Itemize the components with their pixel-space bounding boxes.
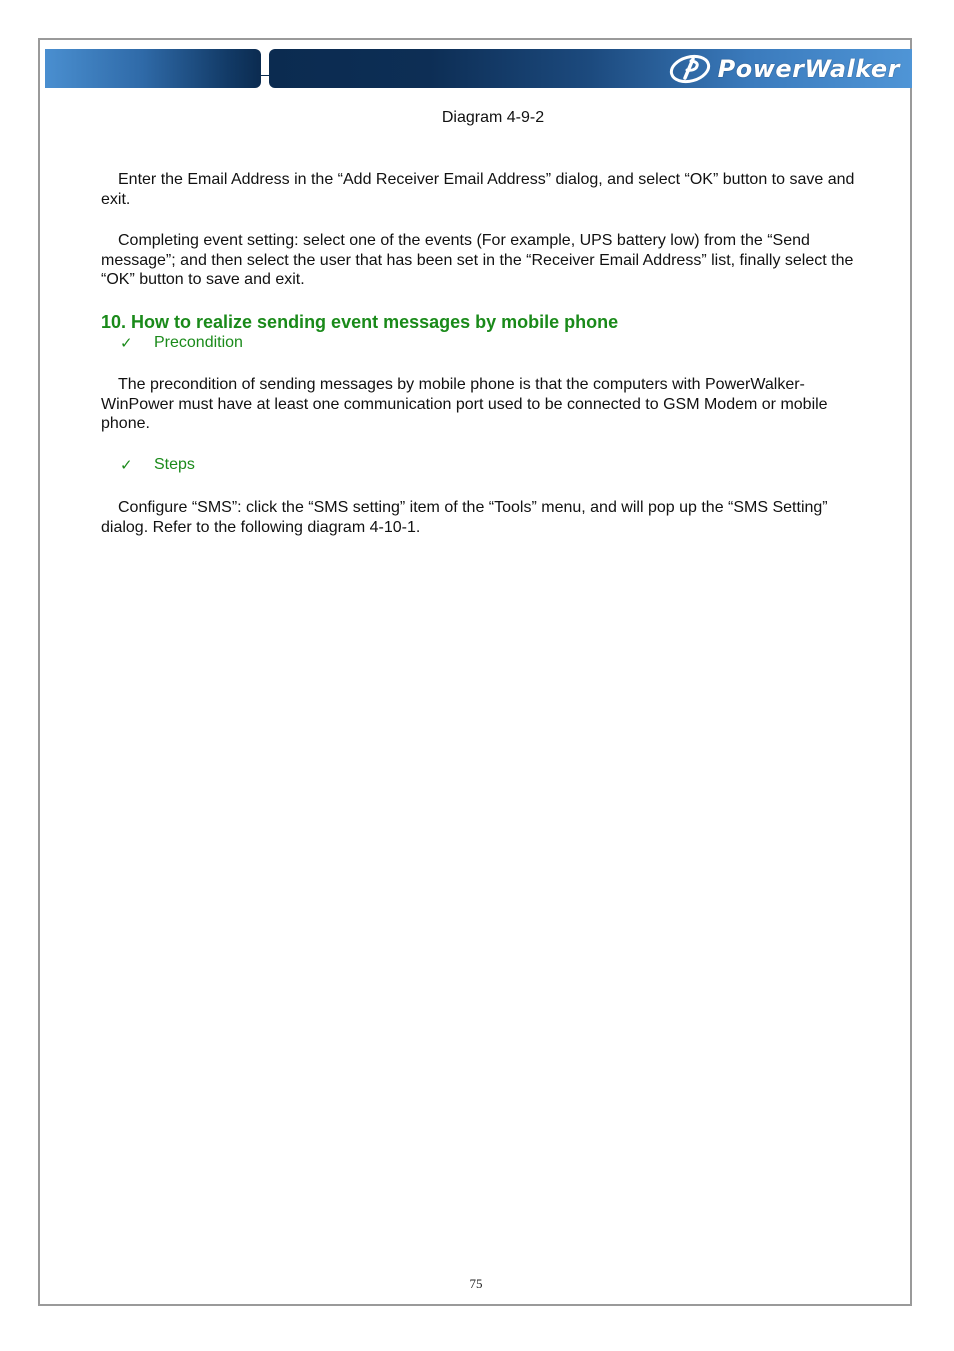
bullet-steps-label: Steps — [154, 456, 195, 473]
section-heading: 10. How to realize sending event messages by mobile phone — [101, 312, 619, 332]
check-icon: ✓ — [120, 457, 133, 474]
check-icon: ✓ — [120, 335, 133, 352]
bullet-precondition — [120, 334, 243, 352]
paragraph-add-receiver: Enter the Email Address in the “Add Receiver Email Address” dialog, and select “OK” button to save and exit. — [101, 171, 855, 208]
paragraph-configure-sms: Configure “SMS”: click the “SMS setting” item of the “Tools” menu, and will pop up the “SMS Setting” dialog. Refer to the following diagram 4-10-1. — [101, 499, 828, 536]
brand-logo — [668, 53, 900, 84]
brand-name: PowerWalker — [717, 54, 900, 83]
bullet-precondition-label: Precondition — [154, 334, 243, 351]
page-frame — [38, 38, 912, 1306]
powerwalker-logo-icon — [668, 54, 712, 84]
page-number: 75 — [469, 1276, 483, 1291]
paragraph-precondition: The precondition of sending messages by mobile phone is that the computers with PowerWalker-WinPower must have at least one communication port used to be connected to GSM Modem or mobile phone. — [101, 376, 828, 432]
diagram-caption: Diagram 4-9-2 — [441, 109, 545, 126]
bullet-steps — [120, 456, 195, 474]
header-band-left — [45, 49, 261, 88]
paragraph-event-setting: Completing event setting: select one of the events (For example, UPS battery low) from the “Send message”; and then select the user that has been set in the “Receiver Email Address” list, finally select the “OK” button to save and exit. — [101, 232, 854, 288]
header-band-right — [269, 49, 912, 88]
header-banner — [45, 49, 912, 88]
